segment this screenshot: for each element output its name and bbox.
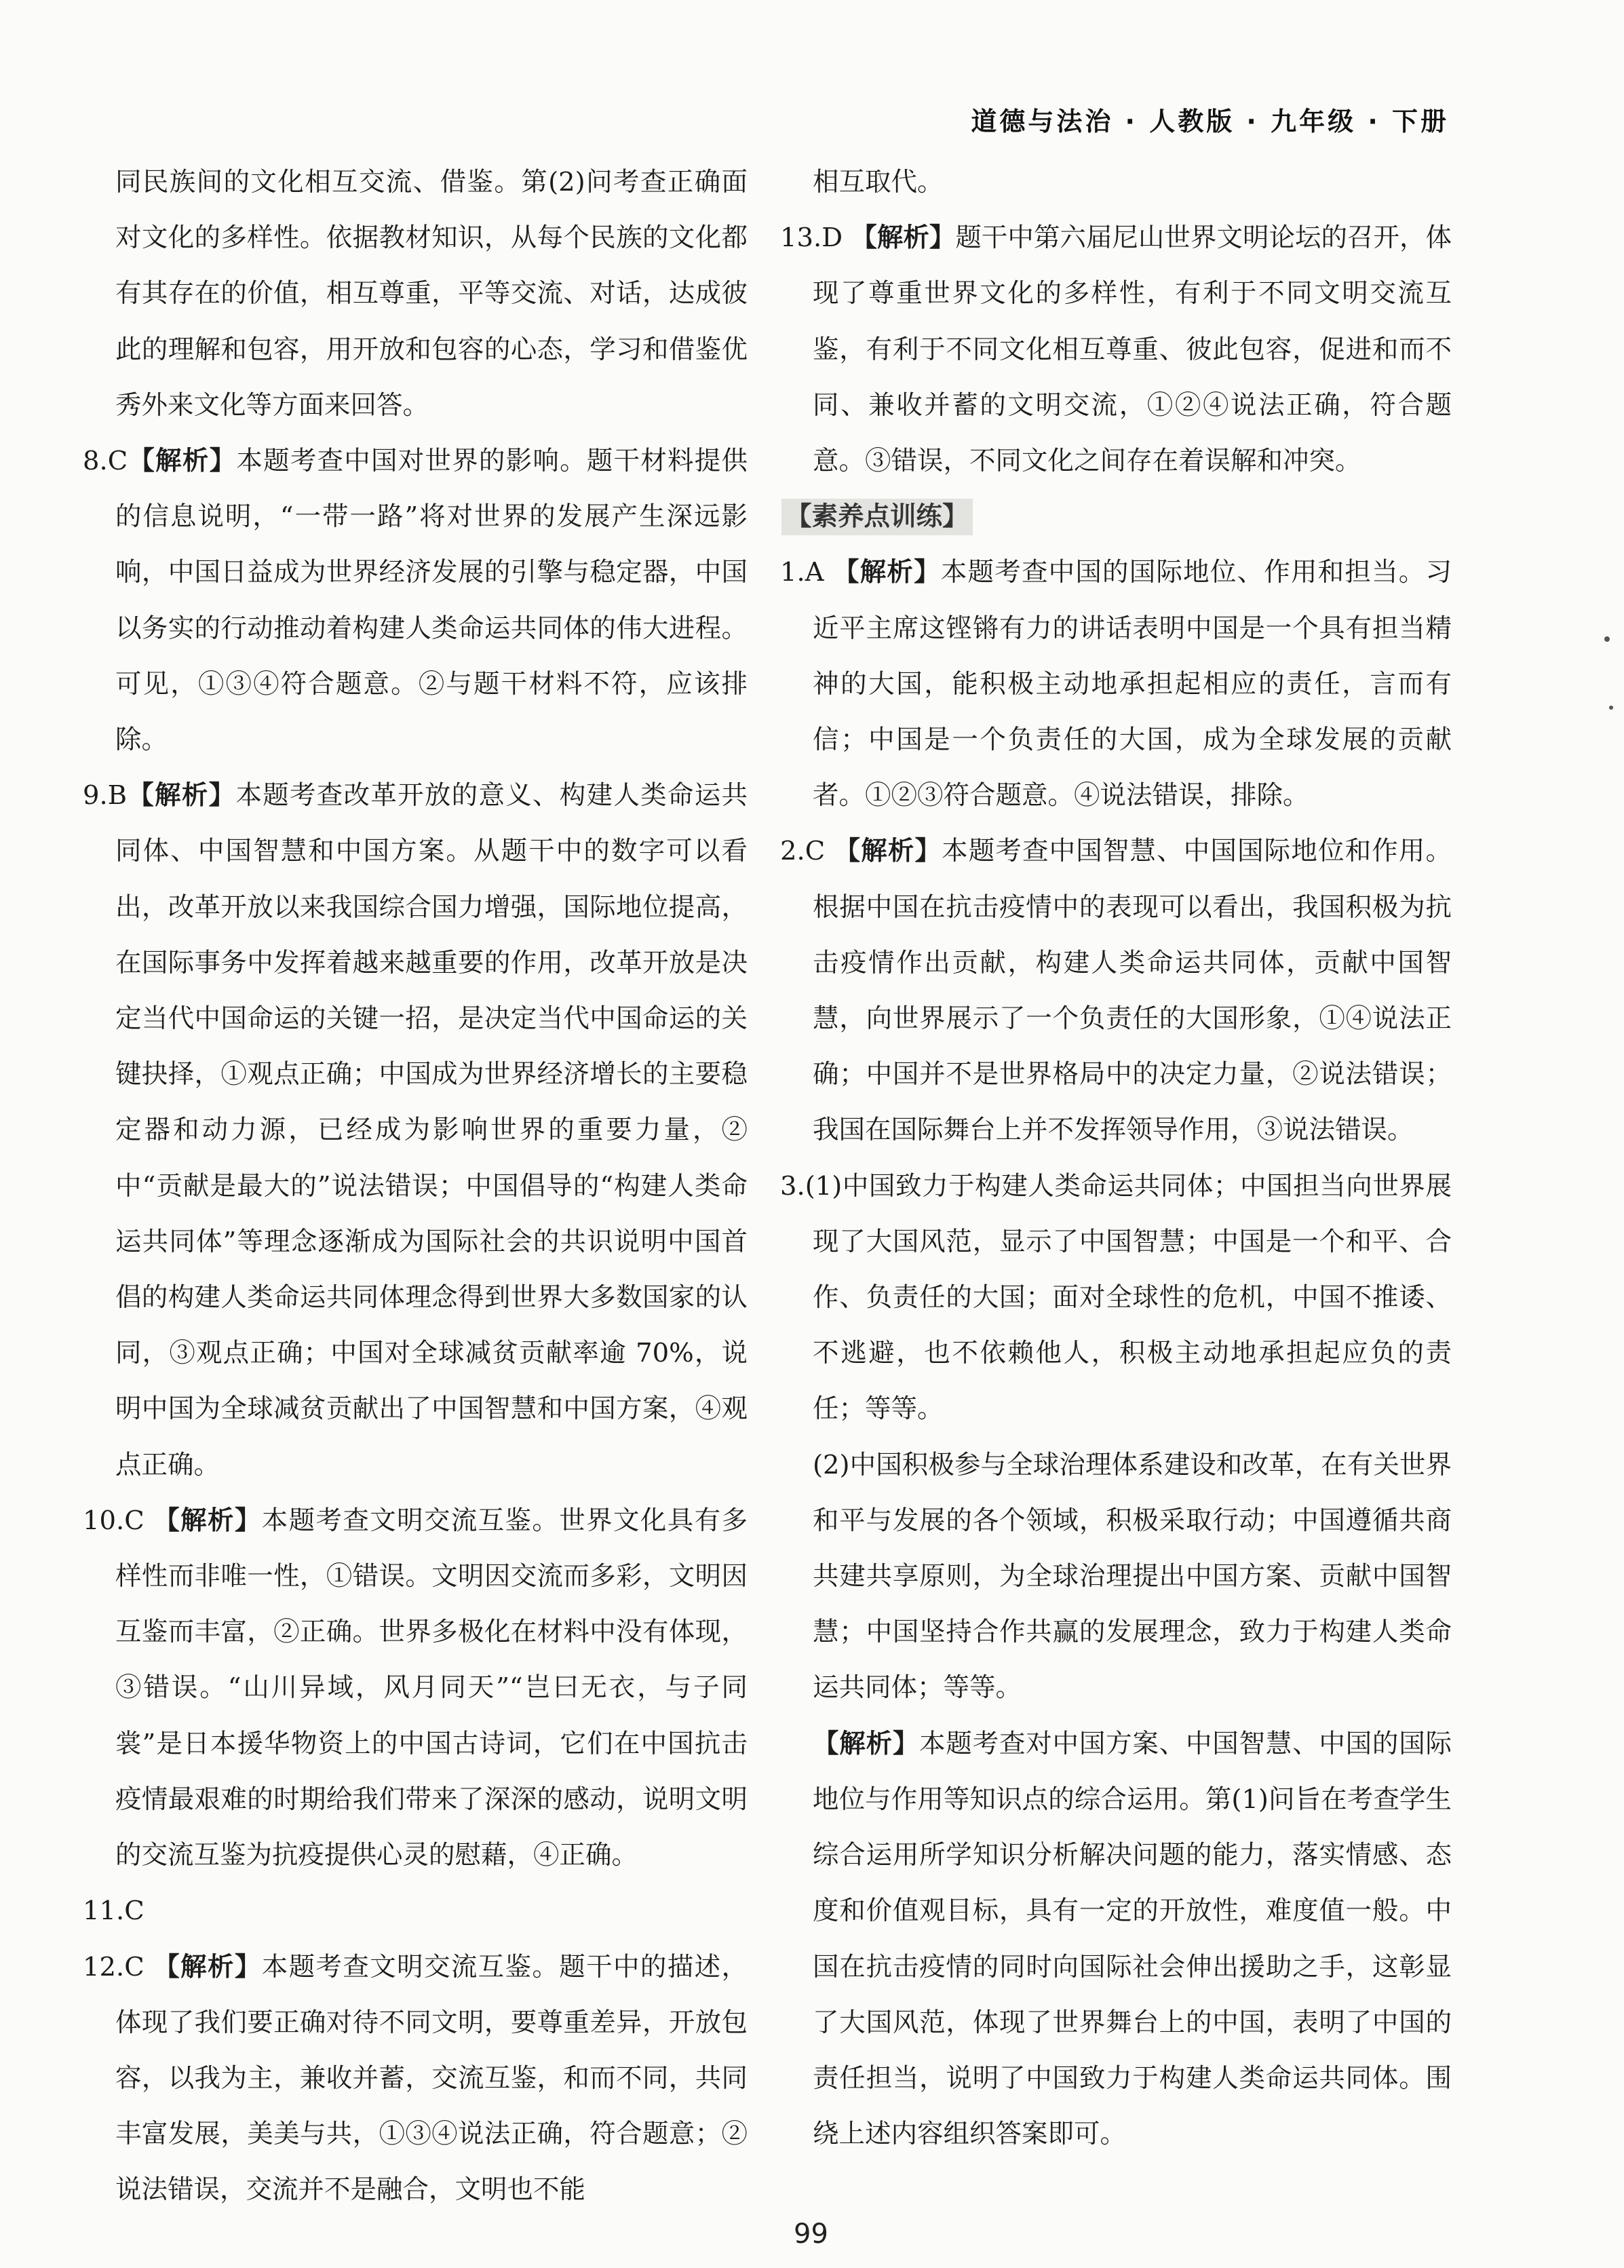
answer-text: 本题考查改革开放的意义、构建人类命运共同体、中国智慧和中国方案。从题干中的数字可以看出，改革开放以来我国综合国力增强，国际地位提高，在国际事务中发挥着越来越重要的作用，改革开放是决定当代中国命运的关键一招，是决定当代中国命运的关键抉择，①观点正确；中国成为世界经济增长的主要稳定器和动力源，已经成为影响世界的重要力量，②中“贡献是最大的”说法错误；中国倡导的“构建人类命运共同体”等理念逐渐成为国际社会的共识说明中国首倡的构建人类命运共同体理念得到世界大多数国家的认同，③观点正确；中国对全球减贫贡献率逾 70%，说明中国为全球减贫贡献出了中国智慧和中国方案，④观点正确。	[115, 780, 748, 1480]
analysis-tag: 【解析】	[153, 1505, 262, 1536]
analysis-tag: 【解析】	[834, 836, 942, 867]
answer-text: 本题考查对中国方案、中国智慧、中国的国际地位与作用等知识点的综合运用。第(1)问旨在考查学生综合运用所学知识分析解决问题的能力，落实情感、态度和价值观目标，具有一定的开放性，难度值一般。中国在抗击疫情的同时向国际社会伸出援助之手，这彰显了大国风范，体现了世界舞台上的中国，表明了中国的责任担当，说明了中国致力于构建人类命运共同体。围绕上述内容组织答案即可。	[813, 1728, 1452, 2150]
answer-text: 本题考查文明交流互鉴。世界文化具有多样性而非唯一性，①错误。文明因交流而多彩，文明因互鉴而丰富，②正确。世界多极化在材料中没有体现，③错误。“山川异域，风月同天”“岂曰无衣，与子同裳”是日本援华物资上的中国古诗词，它们在中国抗击疫情最艰难的时期给我们带来了深深的感动，说明文明的交流互鉴为抗疫提供心灵的慰藉，④正确。	[115, 1505, 748, 1871]
analysis-tag: 【解析】	[127, 780, 236, 811]
training-answer-3-part1	[780, 1159, 1452, 1438]
answer-number: 3.	[780, 1170, 805, 1202]
answer-number: 8.C	[83, 446, 128, 477]
answer-text: 本题考查中国的国际地位、作用和担当。习近平主席这铿锵有力的讲话表明中国是一个具有担当精神的大国，能积极主动地承担起相应的责任，言而有信；中国是一个负责任的大国，成为全球发展的贡献者。①②③符合题意。④说法错误，排除。	[813, 557, 1452, 811]
answer-10	[83, 1493, 748, 1883]
answer-text: 本题考查文明交流互鉴。题干中的描述，体现了我们要正确对待不同文明，要尊重差异，开放包容，以我为主，兼收并蓄，交流互鉴，和而不同，共同丰富发展，美美与共，①③④说法正确，符合题意；②说法错误，交流并不是融合，文明也不能	[115, 1951, 748, 2206]
answer-number: 9.B	[83, 780, 128, 811]
answer-8	[83, 434, 748, 768]
answer-number: 2.C	[780, 836, 826, 867]
section-title: 【素养点训练】	[781, 499, 973, 535]
answer-text: 本题考查中国智慧、中国国际地位和作用。根据中国在抗击疫情中的表现可以看出，我国积极为抗击疫情作出贡献，构建人类命运共同体，贡献中国智慧，向世界展示了一个负责任的大国形象，①④说法正确；中国并不是世界格局中的决定力量，②说法错误；我国在国际舞台上并不发挥领导作用，③说法错误。	[813, 836, 1452, 1146]
scan-speck	[1609, 706, 1613, 710]
page-number: 99	[794, 2218, 828, 2250]
answer-number: 13.D	[780, 223, 843, 254]
analysis-tag: 【解析】	[128, 446, 237, 477]
analysis-tag: 【解析】	[153, 1951, 262, 1982]
left-column	[83, 155, 748, 2218]
analysis-tag: 【解析】	[813, 1728, 920, 1759]
q12-continuation: 相互取代。	[813, 167, 944, 197]
answer-number: 1.A	[780, 557, 824, 588]
training-answer-1	[780, 545, 1452, 824]
training-answer-3-analysis	[780, 1716, 1452, 2163]
running-header: 道德与法治 · 人教版 · 九年级 · 下册	[971, 107, 1449, 136]
q7-continuation: 同民族间的文化相互交流、借鉴。第(2)问考查正确面对文化的多样性。依据教材知识，从每个民族的文化都有其存在的价值，相互尊重，平等交流、对话，达成彼此的理解和包容，用开放和包容的心态，学习和借鉴优秀外来文化等方面来回答。	[115, 167, 748, 421]
answer-number: 12.C	[83, 1951, 144, 1982]
answer-number: 11.C	[83, 1896, 144, 1927]
answer-9	[83, 768, 748, 1493]
answer-13	[780, 210, 1452, 489]
training-answer-3-part2: (2)中国积极参与全球治理体系建设和改革，在有关世界和平与发展的各个领域，积极采取行动；中国遵循共商共建共享原则，为全球治理提出中国方案、贡献中国智慧；中国坚持合作共赢的发展理念，致力于构建人类命运共同体；等等。	[813, 1449, 1452, 1704]
scan-speck	[1604, 636, 1610, 642]
answer-text: (1)中国致力于构建人类命运共同体；中国担当向世界展现了大国风范，显示了中国智慧；中国是一个和平、合作、负责任的大国；面对全球性的危机，中国不推诿、不逃避，也不依赖他人，积极主动地承担起应负的责任；等等。	[805, 1170, 1452, 1425]
analysis-tag: 【解析】	[851, 223, 956, 254]
answer-number: 10.C	[83, 1505, 144, 1536]
right-column	[780, 155, 1452, 2162]
analysis-tag: 【解析】	[833, 557, 941, 588]
answer-12	[83, 1940, 748, 2218]
training-answer-2	[780, 824, 1452, 1158]
answer-text: 题干中第六届尼山世界文明论坛的召开，体现了尊重世界文化的多样性，有利于不同文明交流互鉴，有利于不同文化相互尊重、彼此包容，促进和而不同、兼收并蓄的文明交流，①②④说法正确，符合题意。③错误，不同文化之间存在着误解和冲突。	[813, 223, 1452, 477]
answer-text: 本题考查中国对世界的影响。题干材料提供的信息说明，“一带一路”将对世界的发展产生深远影响，中国日益成为世界经济发展的引擎与稳定器，中国以务实的行动推动着构建人类命运共同体的伟大进程。可见，①③④符合题意。②与题干材料不符，应该排除。	[115, 446, 748, 756]
answer-11	[83, 1883, 748, 1939]
